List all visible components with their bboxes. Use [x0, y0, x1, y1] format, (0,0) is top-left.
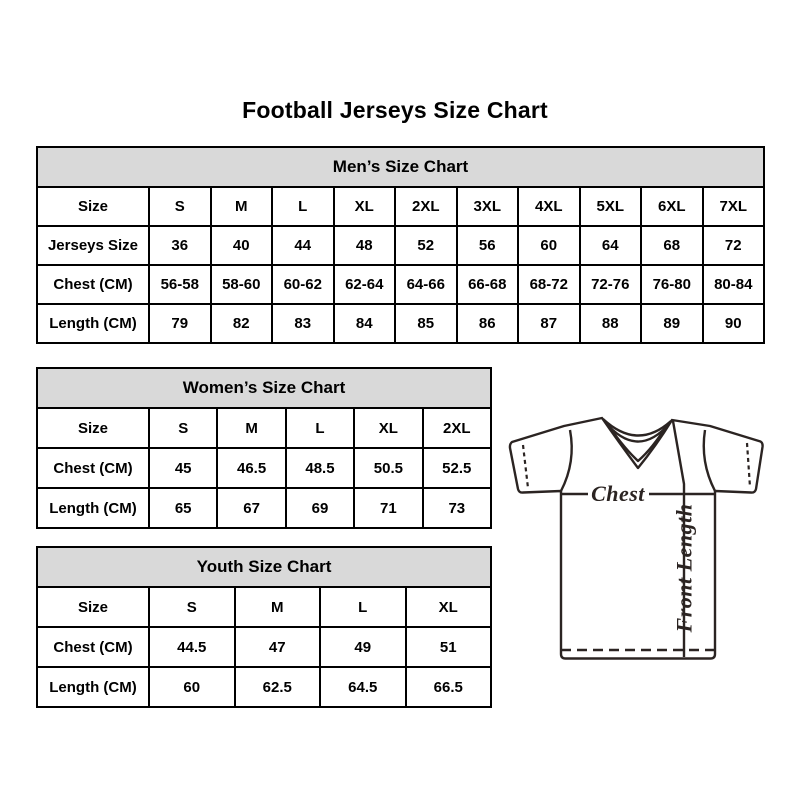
value-cell: 44.5 [149, 627, 235, 667]
table-header-row [37, 147, 764, 187]
row-label: Chest (CM) [37, 265, 149, 304]
womens-size-table [36, 367, 492, 529]
jersey-outline [510, 418, 763, 659]
page-title: Football Jerseys Size Chart [242, 97, 548, 123]
value-cell: 45 [149, 448, 217, 488]
front-length-label: Front Length [671, 503, 697, 633]
value-cell: 68-72 [518, 265, 580, 304]
table-row [37, 587, 491, 627]
value-cell: 64.5 [320, 667, 406, 707]
table-row [37, 488, 491, 528]
mens-table-header: Men’s Size Chart [37, 147, 764, 187]
value-cell: 72 [703, 226, 765, 265]
value-cell: 66.5 [406, 667, 492, 707]
row-label: Length (CM) [37, 667, 149, 707]
row-label: Chest (CM) [37, 627, 149, 667]
value-cell: L [320, 587, 406, 627]
jersey-diagram-svg [502, 406, 772, 670]
value-cell: 7XL [703, 187, 765, 226]
value-cell: S [149, 187, 211, 226]
value-cell: 66-68 [457, 265, 519, 304]
value-cell: 82 [211, 304, 273, 343]
value-cell: 5XL [580, 187, 642, 226]
table-row [37, 187, 764, 226]
value-cell: XL [334, 187, 396, 226]
value-cell: 47 [235, 627, 321, 667]
value-cell: M [211, 187, 273, 226]
value-cell: 51 [406, 627, 492, 667]
value-cell: XL [406, 587, 492, 627]
value-cell: 50.5 [354, 448, 422, 488]
value-cell: 2XL [395, 187, 457, 226]
value-cell: 73 [423, 488, 491, 528]
value-cell: 68 [641, 226, 703, 265]
value-cell: 3XL [457, 187, 519, 226]
value-cell: 65 [149, 488, 217, 528]
value-cell: 64-66 [395, 265, 457, 304]
value-cell: 48.5 [286, 448, 354, 488]
value-cell: 4XL [518, 187, 580, 226]
row-label: Jerseys Size [37, 226, 149, 265]
value-cell: S [149, 587, 235, 627]
value-cell: 60 [149, 667, 235, 707]
value-cell: 76-80 [641, 265, 703, 304]
value-cell: 46.5 [217, 448, 285, 488]
value-cell: 85 [395, 304, 457, 343]
value-cell: L [286, 408, 354, 448]
value-cell: 52 [395, 226, 457, 265]
right-armhole-seam [704, 430, 715, 491]
mens-size-table [36, 146, 765, 344]
value-cell: 40 [211, 226, 273, 265]
row-label: Size [37, 587, 149, 627]
value-cell: 79 [149, 304, 211, 343]
value-cell: L [272, 187, 334, 226]
value-cell: 62-64 [334, 265, 396, 304]
womens-table-header: Women’s Size Chart [37, 368, 491, 408]
table-row [37, 408, 491, 448]
value-cell: 60 [518, 226, 580, 265]
value-cell: 64 [580, 226, 642, 265]
value-cell: 88 [580, 304, 642, 343]
value-cell: 52.5 [423, 448, 491, 488]
value-cell: 83 [272, 304, 334, 343]
row-label: Length (CM) [37, 488, 149, 528]
table-row [37, 448, 491, 488]
value-cell: 86 [457, 304, 519, 343]
value-cell: 80-84 [703, 265, 765, 304]
value-cell: 69 [286, 488, 354, 528]
value-cell: 56 [457, 226, 519, 265]
table-row [37, 667, 491, 707]
value-cell: 48 [334, 226, 396, 265]
value-cell: XL [354, 408, 422, 448]
row-label: Size [37, 408, 149, 448]
table-header-row [37, 368, 491, 408]
table-row [37, 304, 764, 343]
value-cell: 89 [641, 304, 703, 343]
value-cell: 67 [217, 488, 285, 528]
row-label: Chest (CM) [37, 448, 149, 488]
value-cell: 62.5 [235, 667, 321, 707]
row-label: Length (CM) [37, 304, 149, 343]
value-cell: 6XL [641, 187, 703, 226]
value-cell: 2XL [423, 408, 491, 448]
value-cell: 60-62 [272, 265, 334, 304]
value-cell: 49 [320, 627, 406, 667]
chest-label: Chest [591, 481, 645, 506]
value-cell: 90 [703, 304, 765, 343]
value-cell: 36 [149, 226, 211, 265]
value-cell: 58-60 [211, 265, 273, 304]
value-cell: 44 [272, 226, 334, 265]
value-cell: 71 [354, 488, 422, 528]
jersey-measurement-diagram [502, 406, 772, 670]
table-header-row [37, 547, 491, 587]
left-cuff-dashed-line [523, 445, 528, 488]
value-cell: S [149, 408, 217, 448]
table-row [37, 226, 764, 265]
value-cell: M [235, 587, 321, 627]
value-cell: 84 [334, 304, 396, 343]
right-cuff-dashed-line [747, 443, 750, 487]
value-cell: M [217, 408, 285, 448]
left-armhole-seam [561, 430, 572, 491]
table-row [37, 627, 491, 667]
youth-table-header: Youth Size Chart [37, 547, 491, 587]
value-cell: 87 [518, 304, 580, 343]
value-cell: 56-58 [149, 265, 211, 304]
row-label: Size [37, 187, 149, 226]
table-row [37, 265, 764, 304]
youth-size-table [36, 546, 492, 708]
value-cell: 72-76 [580, 265, 642, 304]
